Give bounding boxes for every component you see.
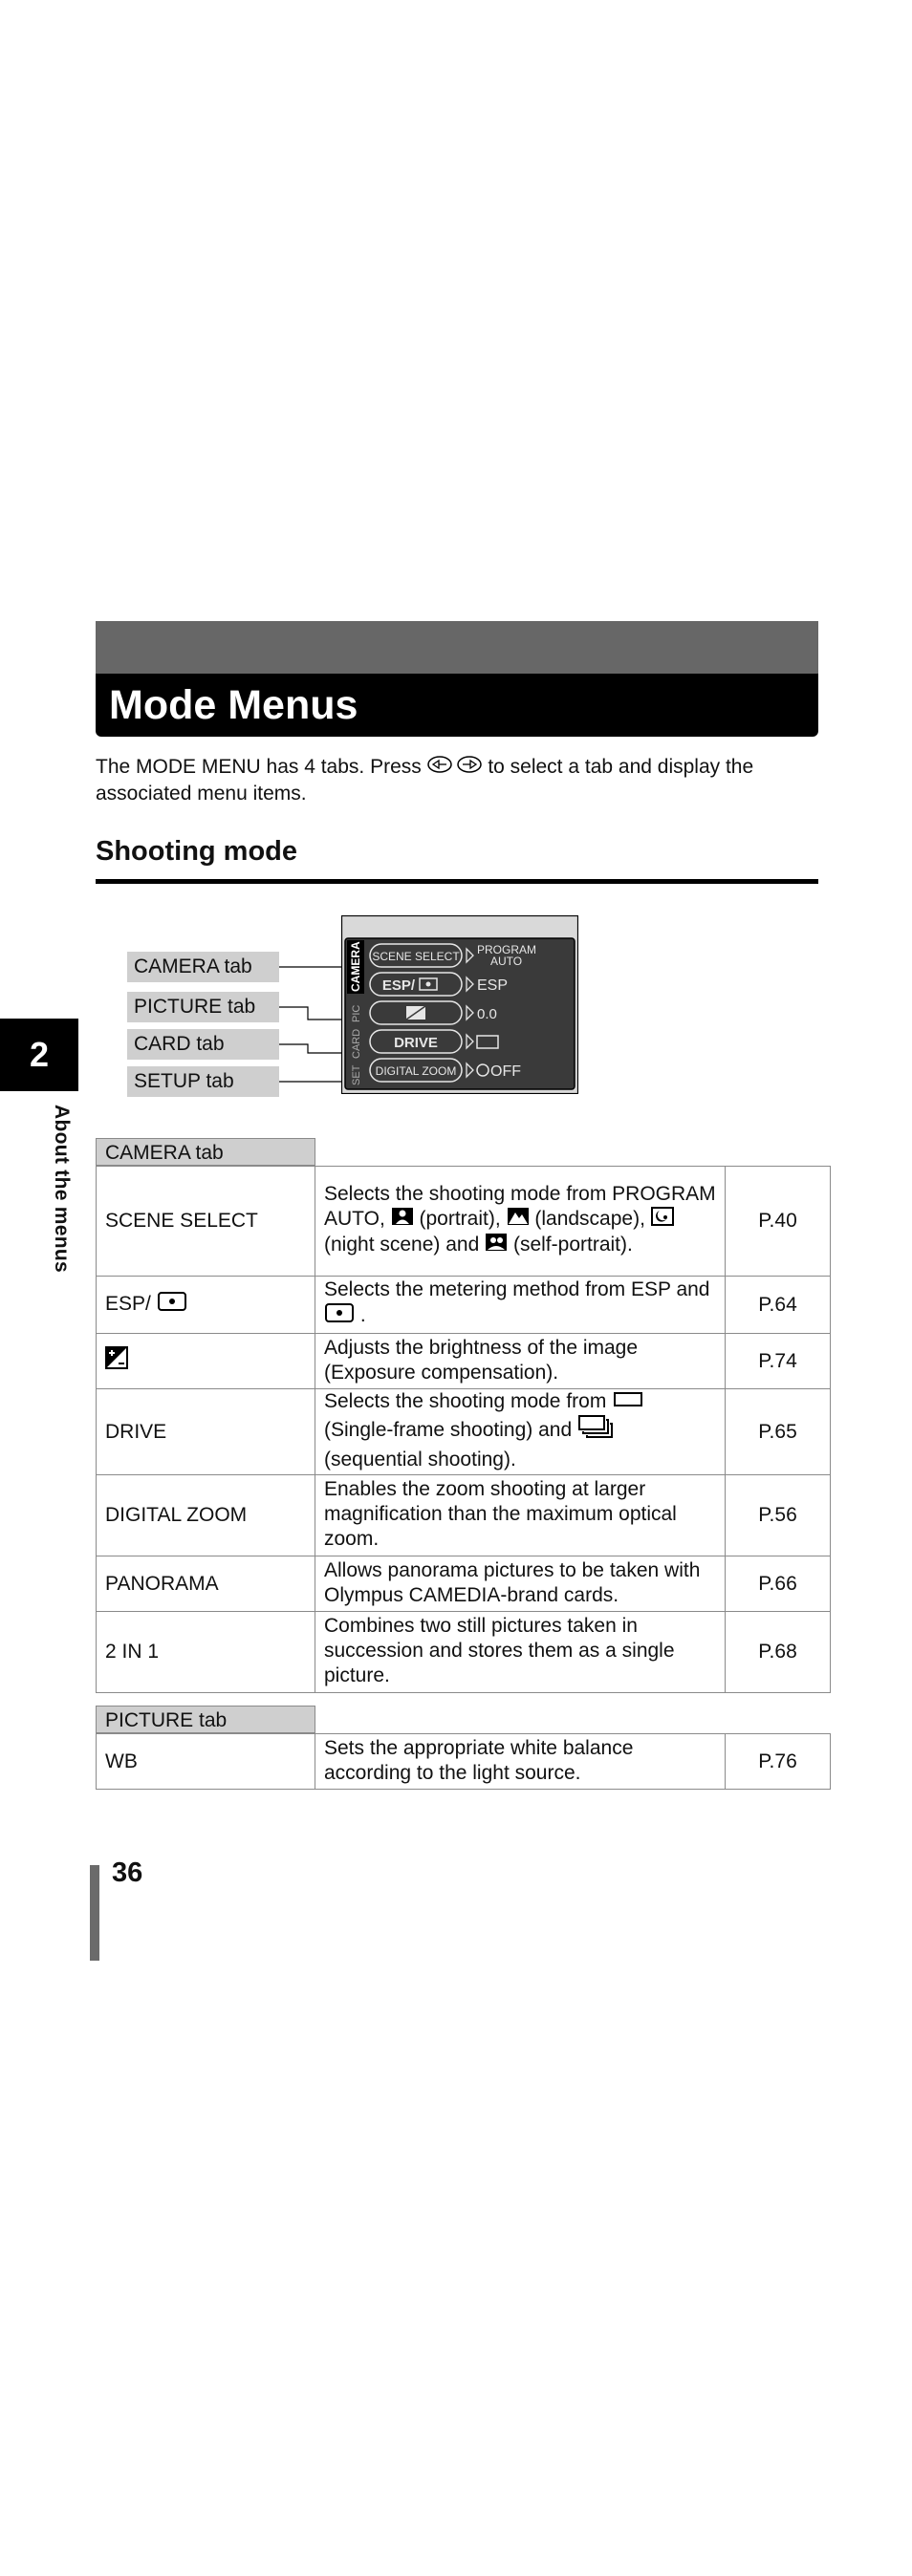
spot-metering-icon xyxy=(157,1291,187,1319)
intro-paragraph xyxy=(96,754,822,807)
lcd-tab-picture: PIC xyxy=(351,1004,362,1022)
row-name: 2 IN 1 xyxy=(97,1612,315,1693)
row-name: DRIVE xyxy=(97,1389,315,1475)
row-description: Allows panorama pictures to be taken with Olympus CAMEDIA-brand cards. xyxy=(315,1556,726,1612)
table-row xyxy=(97,1734,831,1790)
portrait-icon xyxy=(391,1207,414,1233)
scene-desc-a: Selects the shooting mode from PROGRAM AUTO, xyxy=(324,1183,716,1231)
self-portrait-icon xyxy=(485,1233,508,1258)
scene-desc-b: (portrait), xyxy=(419,1208,501,1231)
lcd-item-esp: ESP/ xyxy=(381,977,416,994)
esp-label: ESP/ xyxy=(105,1293,151,1316)
night-scene-icon xyxy=(651,1207,674,1233)
row-description xyxy=(315,1389,726,1475)
row-name xyxy=(97,1277,315,1334)
row-page: P.66 xyxy=(726,1556,831,1612)
picture-tab-label: PICTURE tab xyxy=(127,992,279,1022)
right-arrow-button-icon xyxy=(457,754,482,781)
row-page: P.56 xyxy=(726,1475,831,1556)
esp-desc-a: Selects the metering method from ESP and xyxy=(324,1278,710,1300)
row-page: P.40 xyxy=(726,1167,831,1277)
page-title: Mode Menus xyxy=(109,682,358,728)
setup-tab-label: SETUP tab xyxy=(127,1066,279,1097)
table-row xyxy=(97,1277,831,1334)
row-name: SCENE SELECT xyxy=(97,1167,315,1277)
single-frame-icon xyxy=(612,1389,644,1414)
row-page: P.64 xyxy=(726,1277,831,1334)
lcd-tab-camera: CAMERA xyxy=(349,941,362,992)
lcd-value-exposure: 0.0 xyxy=(477,1006,497,1022)
scene-desc-d: (night scene) and xyxy=(324,1234,480,1256)
scene-desc-c: (landscape), xyxy=(534,1208,645,1231)
row-name xyxy=(97,1334,315,1389)
picture-table-header: PICTURE tab xyxy=(96,1706,315,1733)
row-description: Adjusts the brightness of the image (Exposure compensation). xyxy=(315,1334,726,1389)
chapter-title: About the menus xyxy=(51,1105,73,1273)
row-page: P.74 xyxy=(726,1334,831,1389)
section-title: Shooting mode xyxy=(96,836,298,867)
exposure-compensation-icon xyxy=(105,1346,128,1376)
row-page: P.65 xyxy=(726,1389,831,1475)
lcd-value-program: PROGRAM xyxy=(477,943,537,956)
picture-tab-table xyxy=(96,1733,831,1790)
drive-desc-a: Selects the shooting mode from xyxy=(324,1390,607,1412)
title-banner-top xyxy=(96,621,818,674)
camera-tab-label: CAMERA tab xyxy=(127,952,279,982)
esp-desc-b: . xyxy=(359,1304,366,1327)
row-name: PANORAMA xyxy=(97,1556,315,1612)
table-row xyxy=(97,1334,831,1389)
lcd-item-scene-select: SCENE SELECT xyxy=(372,950,460,963)
row-page: P.76 xyxy=(726,1734,831,1790)
landscape-icon xyxy=(507,1207,530,1233)
row-description: Enables the zoom shooting at larger magnification than the maximum optical zoom. xyxy=(315,1475,726,1556)
row-description xyxy=(315,1167,726,1277)
lcd-value-esp: ESP xyxy=(477,977,509,994)
table-row xyxy=(97,1612,831,1693)
table-row xyxy=(97,1475,831,1556)
row-page: P.68 xyxy=(726,1612,831,1693)
camera-menu-screen xyxy=(341,915,578,1094)
spot-metering-icon xyxy=(324,1302,355,1330)
intro-text-1: The MODE MENU has 4 tabs. Press xyxy=(96,756,422,778)
card-tab-label: CARD tab xyxy=(127,1029,279,1060)
drive-desc-b: (Single-frame shooting) and xyxy=(324,1419,573,1442)
lcd-tab-setup: SET xyxy=(351,1064,362,1085)
drive-desc-c: (sequential shooting). xyxy=(324,1449,516,1471)
lcd-item-digital-zoom: DIGITAL ZOOM xyxy=(375,1064,457,1078)
row-description xyxy=(315,1277,726,1334)
chapter-number: 2 xyxy=(0,1019,78,1091)
left-arrow-button-icon xyxy=(427,754,452,781)
section-rule xyxy=(96,879,818,884)
page-number-bar xyxy=(90,1865,99,1961)
row-name: DIGITAL ZOOM xyxy=(97,1475,315,1556)
page-number: 36 xyxy=(112,1857,143,1888)
row-description: Combines two still pictures taken in succession and stores them as a single picture. xyxy=(315,1612,726,1693)
lcd-value-zoom: OFF xyxy=(490,1063,521,1080)
table-row xyxy=(97,1556,831,1612)
row-description: Sets the appropriate white balance according to the light source. xyxy=(315,1734,726,1790)
camera-tab-table xyxy=(96,1166,831,1693)
lcd-item-drive: DRIVE xyxy=(394,1035,438,1051)
lcd-tab-card: CARD xyxy=(351,1028,362,1059)
table-row xyxy=(97,1167,831,1277)
table-row xyxy=(97,1389,831,1475)
scene-desc-e: (self-portrait). xyxy=(512,1234,633,1256)
camera-table-header: CAMERA tab xyxy=(96,1138,315,1166)
intro-text-2: to select a tab and display the associated menu items. xyxy=(96,756,754,805)
sequential-shooting-icon xyxy=(577,1414,616,1448)
lcd-value-auto: AUTO xyxy=(490,955,523,968)
row-name: WB xyxy=(97,1734,315,1790)
